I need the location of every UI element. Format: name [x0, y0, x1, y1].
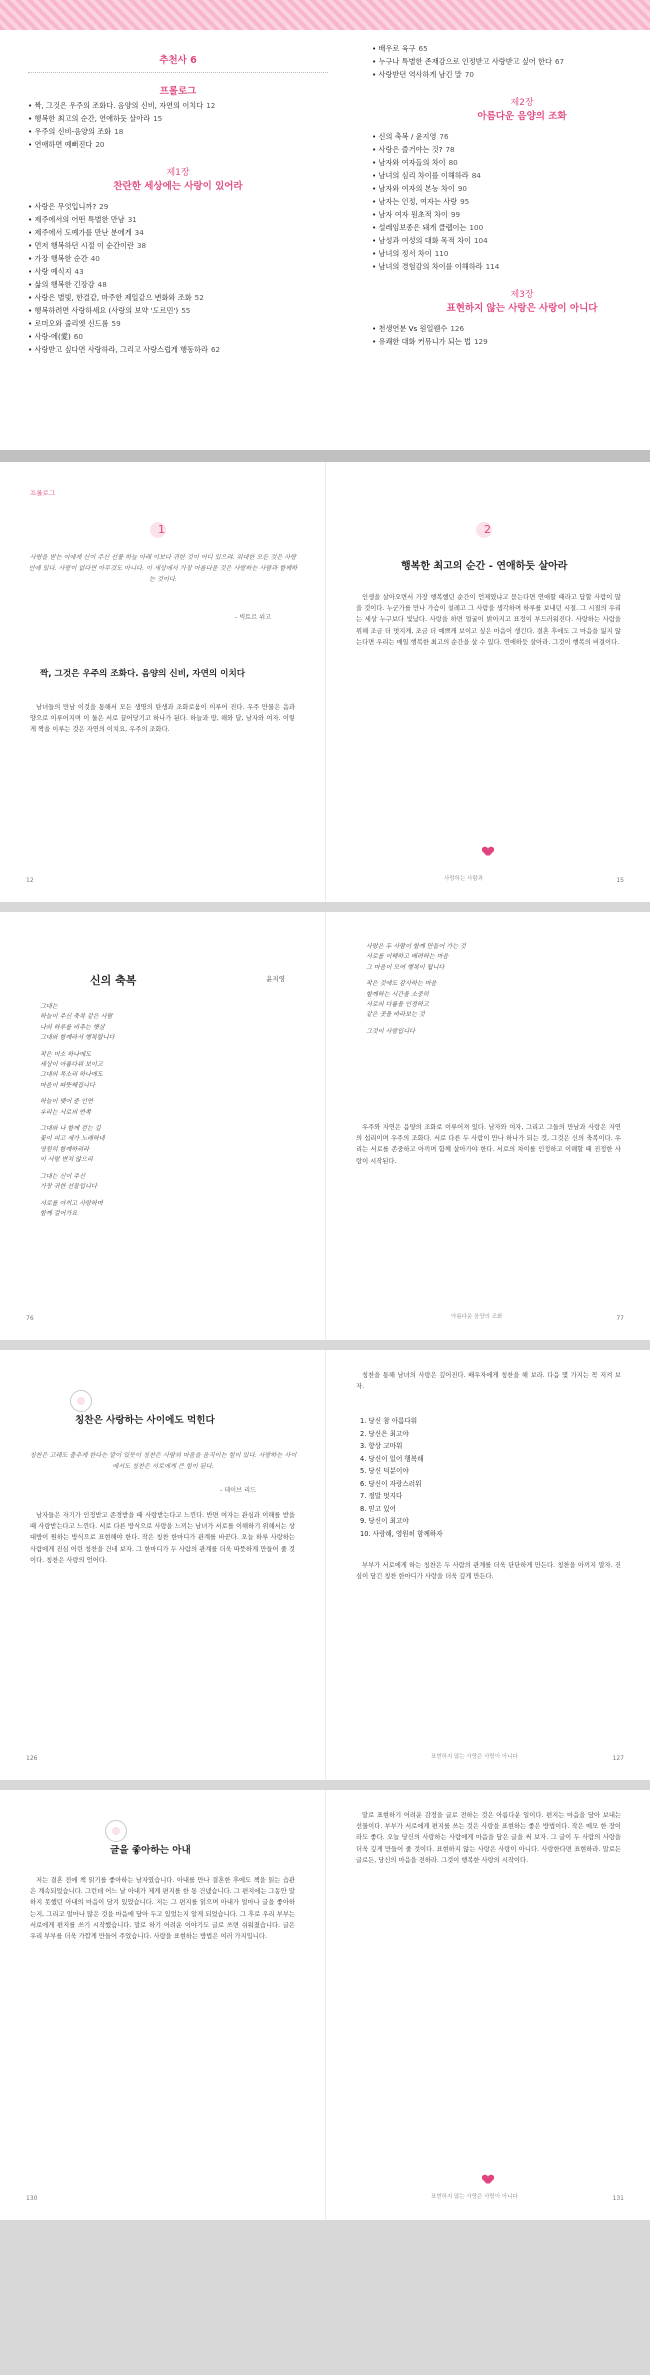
list-item: 9. 당신이 최고야 — [360, 1517, 409, 1525]
running-footer: 사랑하는 사람과 — [444, 876, 483, 882]
toc-entry-title: • 우주의 신비-음양의 조화 — [28, 127, 112, 136]
page-number: 130 — [26, 2195, 38, 2202]
toc-entry[interactable] — [28, 265, 328, 278]
toc-entry-page: 38 — [136, 241, 147, 250]
toc-entry-page: 12 — [206, 101, 216, 110]
page-number: 76 — [26, 1315, 34, 1322]
page-number: 77 — [616, 1315, 624, 1322]
toc-entry[interactable] — [28, 330, 328, 343]
toc-entry[interactable] — [372, 322, 650, 335]
toc-entry-page: 59 — [111, 319, 121, 328]
toc-entry-title: • 삶의 행복한 긴장감 — [28, 280, 95, 289]
body-text: 부부가 서로에게 하는 칭찬은 두 사람의 관계를 더욱 단단하게 만든다. 칭찬을 아끼지 말자. 진심이 담긴 칭찬 한마디가 사랑을 더욱 깊게 만든다. — [356, 1562, 621, 1581]
list-item: 1. 당신 참 아름다워 — [360, 1417, 418, 1425]
toc-entry-page: 31 — [127, 215, 137, 224]
toc-entry-title: • 남성과 여성의 대화 목적 차이 — [372, 236, 471, 245]
toc-entry-page: 55 — [181, 306, 191, 315]
poem-line: 작은 미소 하나에도 — [40, 1050, 91, 1058]
toc-entry-page: 29 — [99, 202, 109, 211]
poem-line: 세상이 아름다워 보이고 — [40, 1061, 103, 1069]
toc-entry-title: • 사랑 예식지 — [28, 267, 72, 276]
poem-line: 서로를 아끼고 사랑하며 — [40, 1199, 103, 1207]
page-number: 15 — [616, 877, 624, 884]
toc-part3-list — [372, 322, 650, 348]
toc-entry[interactable] — [28, 291, 328, 304]
toc-entry-page: 100 — [469, 223, 484, 232]
toc-entry-title: • 유쾌한 대화 커뮤니가 되는 법 — [372, 337, 471, 346]
toc-entry-page: 114 — [485, 262, 500, 271]
list-item: 5. 당신 덕분이야 — [360, 1467, 409, 1475]
poem-line: 하늘이 맺어 준 인연 — [40, 1098, 93, 1106]
poem-line: 그 마음이 모여 행복이 됩니다 — [366, 963, 445, 971]
flower-ornament-icon — [105, 1820, 127, 1842]
toc-entry-page: 80 — [448, 158, 458, 167]
toc-entry-page: 65 — [418, 44, 428, 53]
toc-entry-title: • 사랑-에(愛) — [28, 332, 71, 341]
toc-entry-page: 18 — [114, 127, 124, 136]
toc-entry-page: 52 — [194, 293, 204, 302]
toc-prologue-list — [28, 99, 328, 151]
spread-poem — [0, 912, 650, 1340]
page-126 — [0, 1350, 325, 1780]
toc-entry-page: 34 — [134, 228, 144, 237]
toc-entry[interactable] — [372, 182, 650, 195]
toc-entry[interactable] — [28, 99, 328, 112]
page-12 — [0, 462, 325, 902]
epigraph: 사랑을 받는 이에게 신이 주신 선물 하늘 아래 이보다 귀한 것이 어디 있으랴. 위대한 모든 것은 사랑 안에 있다. 사랑이 없다면 아무것도 아니다. 이 세상에서 가장 아름다운 것은 사랑하는 사람과 함께하는 것이다. — [28, 554, 298, 583]
toc-entry-title: • 남자와 여자의 본능 차이 — [372, 184, 455, 193]
list-item: 10. 사랑해, 영원히 함께하자 — [360, 1529, 443, 1538]
list-item: 2. 당신은 최고야 — [360, 1429, 409, 1438]
list-item: 8. 믿고 있어 — [360, 1504, 396, 1513]
toc-entry-title: • 사랑은 즐거야는 것? — [372, 145, 443, 154]
toc-entry[interactable] — [372, 335, 650, 348]
poem-line: 그대는 — [40, 1003, 58, 1010]
poem-line: 작은 것에도 감사하는 마음 — [366, 980, 437, 988]
toc-entry-page: 129 — [473, 337, 488, 346]
body-text: 우주와 자연은 음양의 조화로 이루어져 있다. 남자와 여자, 그리고 그들의 만남과 사랑은 자연의 섭리이며 우주의 조화다. 서로 다른 두 사람이 만나 하나가 되는 것, 그것은 신의 축복이다. 우리는 서로를 존중하고 아끼며 함께 살아가야 한다. 서로의 차이를 인정하고 이해할 때 진정한 사랑이 시작된다. — [356, 1124, 621, 1165]
toc-left-column — [28, 42, 328, 356]
body-text: 남녀들의 만남 이것을 통해서 모든 생명의 탄생과 조화로움이 이루어 진다. 우주 만물은 음과 양으로 이루어지며 이 둘은 서로 끌어당기고 하나가 된다. 하늘과 땅, 해와 달, 남자와 여자. 이렇게 짝을 이루는 것은 자연의 이치요, 우주의 조화다. — [30, 704, 295, 734]
toc-entry[interactable] — [372, 234, 650, 247]
epigraph-source: - 데이브 리드 — [220, 1487, 257, 1494]
toc-entry-title: • 제주에서의 어떤 특별한 만남 — [28, 215, 125, 224]
body-text: 인생을 살아오면서 가장 행복했던 순간이 언제였냐고 묻는다면 연애할 때라고 답할 사람이 많을 것이다. 누군가를 만나 가슴이 설레고 그 사람을 생각하며 하루를 보내던 시절. 그 시절의 우리는 세상 누구보다 빛났다. 사랑을 하면 얼굴이 밝아지고 표정이 부드러워진다. 사랑하는 사람을 위해 조금 더 멋지게, 조금 더 예쁘게 보이고 싶은 마음이 생긴다. 결혼 후에도 그 마음을 잃지 않는다면 우리는 매일 행복한 최고의 순간을 살 수 있다. 연애하듯 살아라. 그것이 행복의 비결이다. — [356, 594, 621, 646]
poem-line: 이 사랑 변치 않으리 — [40, 1156, 93, 1164]
running-footer: 표현하지 않는 사랑은 사랑이 아니다 — [431, 2194, 518, 2200]
toc-entry[interactable] — [28, 317, 328, 330]
toc-part2-list — [372, 130, 650, 273]
toc-entry[interactable] — [372, 247, 650, 260]
toc-part1-title: 찬란한 세상에는 사랑이 있어라 — [113, 181, 243, 192]
toc-top-list — [372, 42, 650, 81]
heart-icon — [483, 2175, 493, 2185]
body-text: 남자들은 자기가 인정받고 존경받을 때 사랑받는다고 느낀다. 반면 여자는 관심과 이해를 받을 때 사랑받는다고 느낀다. 서로 다른 방식으로 사랑을 느끼는 남녀가 서로를 이해하기 위해서는 상대방이 원하는 방식으로 표현해야 한다. 작은 칭찬 한마디가 관계를 바꾼다. 오늘 하루 사랑하는 사람에게 진심 어린 칭찬을 건네 보자. 그 한마디가 두 사람의 관계를 더욱 따뜻하게 만들어 줄 것이다. 칭찬은 사랑의 언어다. — [30, 1512, 295, 1564]
section-heading: 칭찬은 사랑하는 사이에도 먹힌다 — [75, 1415, 215, 1426]
spread-letters — [0, 1790, 650, 2220]
toc-entry-title: • 누구나 특별한 존재감으로 인정받고 사랑받고 싶어 한다 — [372, 57, 552, 66]
toc-entry[interactable] — [372, 208, 650, 221]
list-item: 7. 정말 멋지다 — [360, 1492, 403, 1500]
toc-entry-title: • 남자와 여자들의 차이 — [372, 158, 446, 167]
poem-continued — [366, 942, 616, 1037]
poem-line: 그대의 목소리 하나에도 — [40, 1071, 103, 1079]
toc-entry-title: • 남자 여자 원초적 차이 — [372, 210, 448, 219]
poem-line: 서로의 다름을 인정하고 — [366, 1001, 429, 1009]
toc-entry-title: • 사랑받고 싶다면 사랑하라, 그리고 사랑스럽게 행동하라 — [28, 345, 208, 354]
stanza-gap — [40, 1219, 290, 1225]
toc-entry[interactable] — [372, 156, 650, 169]
toc-entry[interactable] — [372, 221, 650, 234]
toc-entry-title: • 행복한 최고의 순간, 연애하듯 살아라 — [28, 114, 151, 123]
toc-entry[interactable] — [28, 278, 328, 291]
toc-entry[interactable] — [28, 200, 328, 213]
toc-part3-title: 표현하지 않는 사랑은 사랑이 아니다 — [446, 303, 598, 314]
toc-entry-page: 70 — [464, 70, 474, 79]
toc-entry[interactable] — [28, 343, 328, 356]
heart-icon — [483, 847, 493, 857]
page-76 — [0, 912, 325, 1340]
toc-entry-page: 104 — [473, 236, 488, 245]
toc-entry-title: • 가장 행복한 순간 — [28, 254, 88, 263]
page-131 — [325, 1790, 650, 2220]
toc-entry-title: • 천생연분 Vs 원일웬수 — [372, 324, 448, 333]
poem-line: 마음이 따뜻해집니다 — [40, 1081, 95, 1089]
running-header: 프롤로그 — [30, 489, 56, 497]
flower-ornament-icon — [70, 1390, 92, 1412]
toc-entry[interactable] — [28, 304, 328, 317]
toc-entry[interactable] — [372, 130, 650, 143]
page-130 — [0, 1790, 325, 2220]
toc-entry-title: • 짝, 그것은 우주의 조화다. 음양의 신비, 자연의 이치다 — [28, 101, 204, 110]
body-text: 말로 표현하기 어려운 감정을 글로 전하는 것은 아름다운 일이다. 편지는 마음을 담아 보내는 선물이다. 부부가 서로에게 편지를 쓰는 것은 사랑을 표현하는 좋은 방법이다. 작은 메모 한 장이라도 좋다. 오늘 당신의 사랑하는 사람에게 마음을 담은 글을 써 보자. 그 글이 두 사람의 사랑을 더욱 깊게 만들어 줄 것이다. 표현하지 않는 사랑은 사랑이 아니다. 사랑한다면 표현하라. 말로든 글로든, 당신의 마음을 전하라. 그것이 행복한 사랑의 시작이다. — [356, 1812, 621, 1864]
toc-entry-title: • 남녀의 경험감의 차이를 이해하라 — [372, 262, 483, 271]
section-heading: 글을 좋아하는 아내 — [110, 1845, 191, 1856]
toc-entry[interactable] — [28, 138, 328, 151]
poem-line: 그대와 나 함께 걷는 길 — [40, 1125, 101, 1133]
toc-entry[interactable] — [372, 68, 650, 81]
list-item: 6. 당신이 자랑스러워 — [360, 1479, 422, 1488]
toc-entry-page: 90 — [457, 184, 467, 193]
page-number: 126 — [26, 1755, 38, 1762]
toc-entry-page: 20 — [95, 140, 105, 149]
toc-entry-page: 48 — [97, 280, 107, 289]
toc-entry-title: • 연애하면 예뻐진다 — [28, 140, 93, 149]
page-number: 131 — [612, 2195, 624, 2202]
toc-entry-title: • 배우로 육구 — [372, 44, 416, 53]
epigraph-source: - 빅토르 위고 — [235, 614, 272, 621]
toc-spread — [0, 0, 650, 450]
page-15 — [325, 462, 650, 902]
poem-line: 그대는 신이 주신 — [40, 1172, 86, 1180]
toc-entry-title: • 행복하려면 사랑하세요 (사랑의 보약 '도르민') — [28, 306, 179, 315]
poem-line: 함께하는 시간을 소중히 — [366, 990, 429, 998]
toc-entry-page: 62 — [210, 345, 221, 354]
toc-entry-page: 15 — [153, 114, 163, 123]
poem-line: 나의 하루를 비추는 햇살 — [40, 1023, 105, 1031]
toc-entry-title: • 사랑은 무엇입니까? — [28, 202, 97, 211]
praise-list — [360, 1415, 443, 1540]
poem-line: 그대와 함께라서 행복합니다 — [40, 1034, 115, 1042]
poem-title: 신의 축복 — [90, 974, 137, 987]
body-text: 저는 결혼 전에 책 읽기를 좋아하는 남자였습니다. 아내를 만나 결혼한 후에도 책을 읽는 습관은 계속되었습니다. 그런데 어느 날 아내가 제게 편지를 한 통 건넸습니다. 그 편지에는 그동안 말하지 못했던 아내의 마음이 담겨 있었습니다. 저는 그 편지를 읽으며 아내가 얼마나 글을 좋아하는지, 그리고 얼마나 많은 것을 마음에 담아 두고 있었는지 알게 되었습니다. 그 후로 우리 부부는 서로에게 편지를 쓰기 시작했습니다. 말로 하기 어려운 이야기도 글로 쓰면 쉬워졌습니다. 글은 우리 부부를 더욱 가깝게 만들어 주었습니다. 사랑을 표현하는 방법은 여러 가지입니다. — [30, 1877, 295, 1941]
toc-entry[interactable] — [28, 112, 328, 125]
toc-entry-title: • 남자는 인정, 여자는 사랑 — [372, 197, 458, 206]
spread-divider — [0, 450, 650, 462]
toc-entry-page: 84 — [471, 171, 481, 180]
toc-entry-title: • 신의 축복 / 윤지영 — [372, 132, 437, 141]
section-number: 1 — [150, 522, 165, 538]
toc-entry-title: • 사랑받던 역사하게 남긴 말 — [372, 70, 462, 79]
toc-part1-label: 제1장 — [166, 168, 190, 178]
running-footer: 표현하지 않는 사랑은 사랑이 아니다 — [431, 1754, 518, 1760]
intro-text: 칭찬을 통해 남녀의 사랑은 깊어진다. 배우자에게 칭찬을 해 보라. 다음 몇 가지는 꼭 지켜 보자. — [356, 1372, 621, 1391]
toc-entry-page: 40 — [90, 254, 100, 263]
toc-entry[interactable] — [372, 55, 650, 68]
toc-entry[interactable] — [372, 260, 650, 273]
toc-entry-title: • 먼저 행복하던 시절 이 순간이란 — [28, 241, 134, 250]
toc-entry-page: 43 — [74, 267, 84, 276]
toc-entry[interactable] — [372, 195, 650, 208]
section-heading: 행복한 최고의 순간 - 연애하듯 살아라 — [401, 561, 568, 572]
toc-entry-title: • 제주에서 도예가를 만난 분에게 — [28, 228, 132, 237]
divider — [28, 72, 328, 73]
toc-entry-page: 110 — [434, 249, 449, 258]
poem-author: 윤지영 — [266, 975, 285, 983]
toc-entry-title: • 로미오와 줄리엣 신드롬 — [28, 319, 109, 328]
list-item: 4. 당신이 있어 행복해 — [360, 1454, 424, 1463]
poem-line: 영원히 함께하리라 — [40, 1145, 90, 1153]
toc-entry-title: • 남녀의 정서 차이 — [372, 249, 432, 258]
spread-praise — [0, 1350, 650, 1780]
toc-entry[interactable] — [28, 125, 328, 138]
section-heading: 짝, 그것은 우주의 조화다. 음양의 신비, 자연의 이치다 — [40, 669, 246, 679]
toc-entry-title: • 사랑은 별빛, 한결같, 마주한 제일같으 변화와 조화 — [28, 293, 192, 302]
toc-entry[interactable] — [372, 169, 650, 182]
toc-entry[interactable] — [28, 213, 328, 226]
page-127 — [325, 1350, 650, 1780]
page-number: 127 — [612, 1755, 624, 1762]
toc-part2-label: 제2장 — [510, 98, 534, 108]
toc-entry-page: 95 — [460, 197, 470, 206]
toc-entry-title: • 남녀의 심리 차이를 이해하라 — [372, 171, 469, 180]
poem-line: 우리는 서로의 반쪽 — [40, 1108, 91, 1116]
toc-entry[interactable] — [28, 226, 328, 239]
epigraph: 칭찬은 고래도 춤추게 한다는 말이 있듯이 칭찬은 사람의 마음을 움직이는 힘이 있다. 사랑하는 사이에서도 칭찬은 서로에게 큰 힘이 된다. — [29, 1452, 297, 1470]
toc-part1-list — [28, 200, 328, 356]
page-number: 12 — [26, 877, 34, 884]
list-item: 3. 항상 고마워 — [360, 1442, 403, 1450]
pink-banner — [0, 0, 650, 30]
running-footer: 아름다운 음양의 조화 — [451, 1314, 503, 1320]
poem-line: 함께 걸어가요 — [40, 1209, 78, 1217]
poem-line: 꽃이 피고 새가 노래하네 — [40, 1135, 105, 1143]
toc-part2-title: 아름다운 음양의 조화 — [477, 111, 567, 122]
toc-prologue-head: 프롤로그 — [159, 86, 197, 97]
toc-entry-page: 78 — [445, 145, 455, 154]
poem-body — [40, 1002, 290, 1225]
toc-entry-page: 67 — [554, 57, 565, 66]
toc-entry[interactable] — [372, 143, 650, 156]
poem-line: 같은 곳을 바라보는 것 — [366, 1011, 425, 1019]
toc-entry-page: 60 — [73, 332, 83, 341]
toc-entry-page: 126 — [450, 324, 465, 333]
toc-entry-page: 99 — [450, 210, 461, 219]
poem-line: 하늘이 주신 축복 같은 사람 — [40, 1013, 113, 1021]
toc-part3-label: 제3장 — [510, 290, 534, 300]
toc-right-column — [372, 42, 650, 348]
poem-line: 가장 귀한 선물입니다 — [40, 1183, 97, 1191]
section-number: 2 — [476, 522, 491, 538]
spread-prologue — [0, 462, 650, 902]
toc-entry[interactable] — [28, 239, 328, 252]
toc-entry-page: 76 — [439, 132, 449, 141]
toc-recommend: 추천사 6 — [159, 55, 197, 66]
poem-line: 서로를 이해하고 배려하는 마음 — [366, 953, 449, 961]
page-77 — [325, 912, 650, 1340]
poem-line: 사랑은 두 사람이 함께 만들어 가는 것 — [366, 943, 466, 950]
toc-entry[interactable] — [28, 252, 328, 265]
poem-line: 그것이 사랑입니다 — [366, 1027, 416, 1035]
toc-entry[interactable] — [372, 42, 650, 55]
toc-entry-title: • 설레임보종은 돼게 클랩이는 — [372, 223, 467, 232]
